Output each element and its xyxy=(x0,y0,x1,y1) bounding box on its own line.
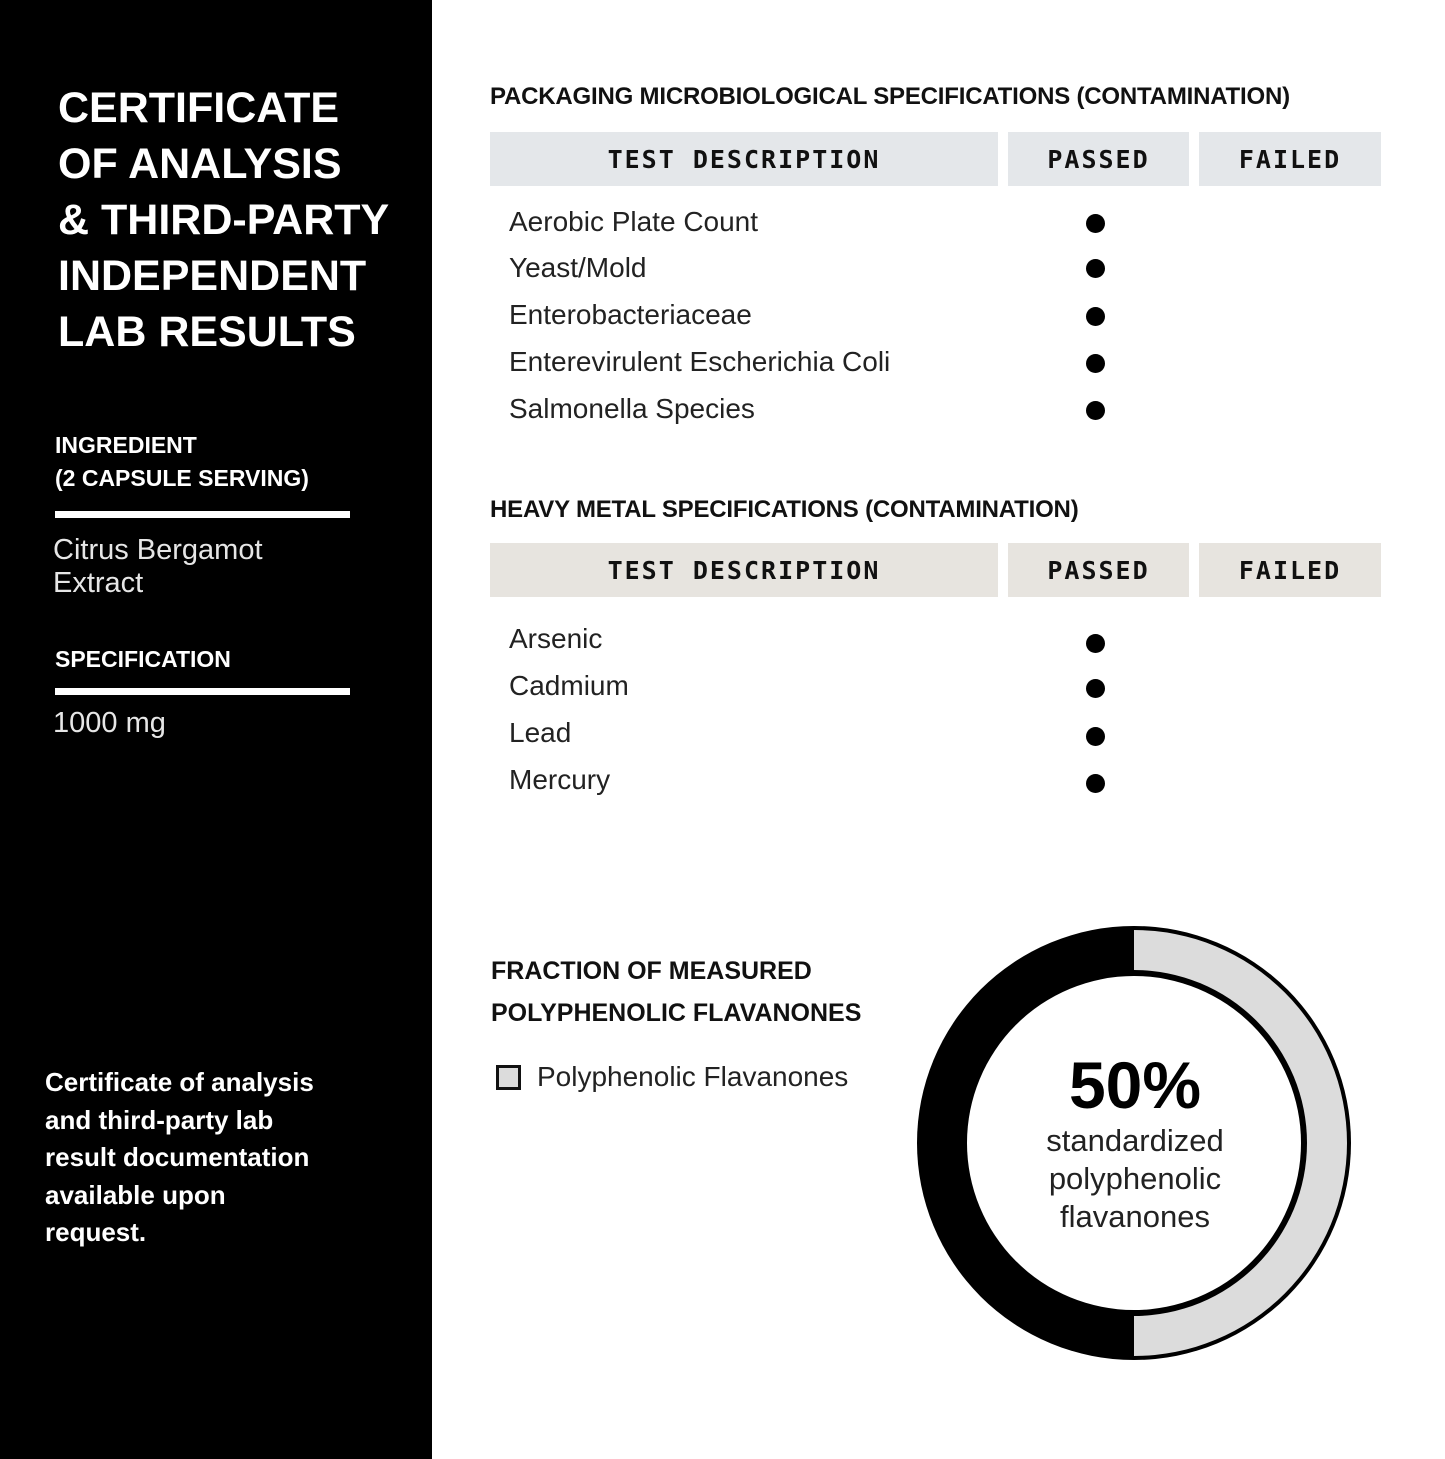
heavy-metal-row-label: Mercury xyxy=(509,764,611,795)
passed-dot xyxy=(1086,401,1105,420)
note-line: and third-party lab xyxy=(45,1104,274,1135)
title-line: LAB RESULTS xyxy=(58,308,356,356)
microbio-header-passed: PASSED xyxy=(1008,132,1189,186)
availability-note xyxy=(45,1064,375,1252)
heavy-metal-header-failed: FAILED xyxy=(1199,543,1381,597)
passed-dot xyxy=(1086,634,1105,653)
note-line: result documentation xyxy=(45,1142,310,1172)
passed-dot xyxy=(1086,354,1105,373)
title-line: OF ANALYSIS xyxy=(58,140,342,188)
fraction-title-line: POLYPHENOLIC FLAVANONES xyxy=(491,999,862,1027)
legend-swatch xyxy=(496,1065,521,1090)
passed-dot xyxy=(1086,774,1105,793)
passed-dot xyxy=(1086,214,1105,233)
note-line: available upon xyxy=(45,1179,226,1210)
microbio-row-label: Salmonella Species xyxy=(509,393,755,424)
ingredient-value xyxy=(53,534,263,600)
certificate-title xyxy=(58,80,418,360)
heavy-metal-row-label: Lead xyxy=(509,717,572,748)
ingredient-value-line: Extract xyxy=(53,567,144,599)
passed-dot xyxy=(1086,259,1105,278)
heavy-metal-row-label: Arsenic xyxy=(509,623,603,654)
microbio-header-test: TEST DESCRIPTION xyxy=(490,132,998,186)
ingredient-label-line: (2 CAPSULE SERVING) xyxy=(55,465,309,491)
ingredient-value-line: Citrus Bergamot xyxy=(53,534,263,566)
microbio-section-title: PACKAGING MICROBIOLOGICAL SPECIFICATIONS (CONTAMINATION) xyxy=(490,83,1290,110)
microbio-row-label: Yeast/Mold xyxy=(509,252,647,283)
specification-value: 1000 mg xyxy=(53,707,166,739)
microbio-header-failed: FAILED xyxy=(1199,132,1381,186)
percent-value: 50% xyxy=(1068,1048,1202,1122)
heavy-metal-section-title: HEAVY METAL SPECIFICATIONS (CONTAMINATION) xyxy=(490,496,1079,523)
specification-label: SPECIFICATION xyxy=(55,646,231,672)
specification-divider xyxy=(55,688,350,695)
note-line: Certificate of analysis xyxy=(45,1067,314,1097)
donut-label xyxy=(985,1048,1285,1236)
ingredient-divider xyxy=(55,511,350,518)
percent-description-line: flavanones xyxy=(1060,1199,1210,1234)
fraction-title xyxy=(491,950,861,1034)
passed-dot xyxy=(1086,307,1105,326)
microbio-row-label: Aerobic Plate Count xyxy=(509,206,759,237)
ingredient-label-line: INGREDIENT xyxy=(55,432,197,458)
microbio-row-label: Enterevirulent Escherichia Coli xyxy=(509,346,891,377)
heavy-metal-header-passed: PASSED xyxy=(1008,543,1189,597)
passed-dot xyxy=(1086,727,1105,746)
title-line: & THIRD-PARTY xyxy=(58,196,390,244)
percent-description xyxy=(985,1122,1285,1236)
title-line: CERTIFICATE xyxy=(58,84,340,132)
percent-description-line: polyphenolic xyxy=(1048,1161,1222,1196)
chart-legend xyxy=(496,1060,848,1094)
passed-dot xyxy=(1086,679,1105,698)
percent-description-line: standardized xyxy=(1046,1123,1224,1158)
note-line: request. xyxy=(45,1217,147,1247)
sidebar xyxy=(0,0,432,1459)
ingredient-label xyxy=(55,429,309,495)
fraction-title-line: FRACTION OF MEASURED xyxy=(491,957,812,985)
heavy-metal-header-test: TEST DESCRIPTION xyxy=(490,543,998,597)
heavy-metal-row-label: Cadmium xyxy=(509,670,629,701)
microbio-row-label: Enterobacteriaceae xyxy=(509,299,752,330)
title-line: INDEPENDENT xyxy=(58,252,367,300)
legend-label: Polyphenolic Flavanones xyxy=(537,1061,849,1092)
